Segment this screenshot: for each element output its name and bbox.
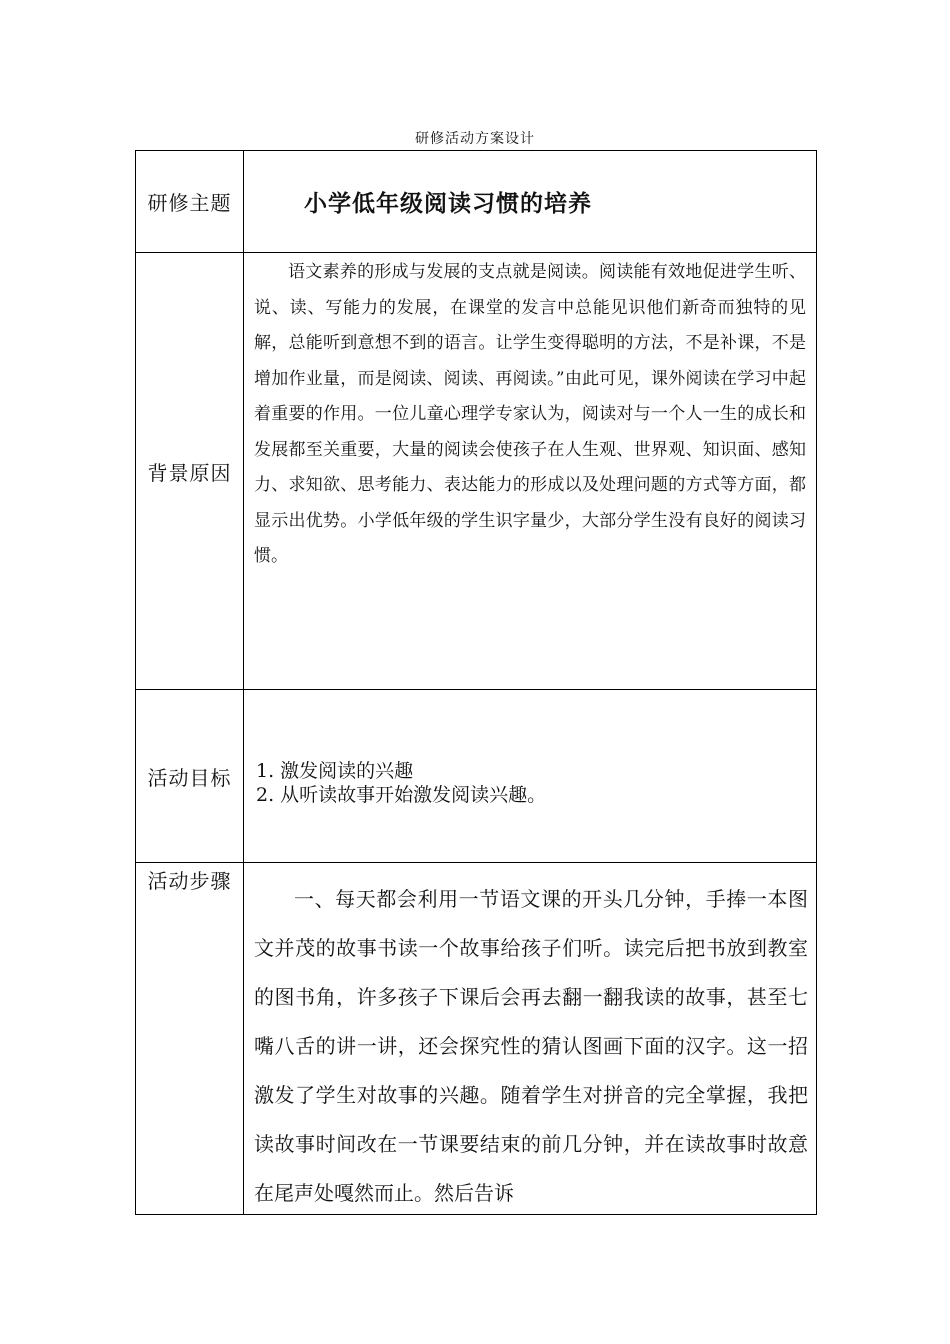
background-cell (244, 253, 817, 690)
steps-label: 活动步骤 (136, 863, 244, 1215)
topic-label: 研修主题 (136, 151, 244, 253)
steps-cell (244, 863, 817, 1215)
goal-item: 2. 从听读故事开始激发阅读兴趣。 (256, 784, 547, 806)
topic-value: 小学低年级阅读习惯的培养 (304, 191, 592, 217)
background-text-sans: 小学低年级的学生识字量少，大部分学生没有良好的阅读习惯。 (254, 510, 807, 566)
goals-list (244, 745, 816, 807)
background-text (244, 253, 816, 575)
goal-item: 1. 激发阅读的兴趣 (256, 760, 414, 782)
plan-table (135, 150, 817, 1215)
goals-row (136, 690, 817, 863)
goals-label: 活动目标 (136, 690, 244, 863)
background-text-serif: 语文素养的形成与发展的支点就是阅读。阅读能有效地促进学生听、说、读、写能力的发展，在课堂的发言中总能见识他们新奇而独特的见解，总能听到意想不到的语言。让学生变得聪明的方法，不是补课，不是增加作业量，而是阅读、阅读、再阅读。”由此可见，课外阅读在学习中起着重要的作用。一位儿童心理学专家认为，阅读对与一个人一生的成长和发展都至关重要，大量的阅读会使孩子在人生观、世界观、知识面、感知力、求知欲、思考能力、表达能力的形成以及处理问题的方式等方面，都显示出优势。 (254, 262, 806, 531)
goals-cell (244, 690, 817, 863)
steps-row (136, 863, 817, 1215)
background-row (136, 253, 817, 690)
background-label: 背景原因 (136, 253, 244, 690)
steps-text: 一、每天都会利用一节语文课的开头几分钟，手捧一本图文并茂的故事书读一个故事给孩子们听。读完后把书放到教室的图书角，许多孩子下课后会再去翻一翻我读的故事，甚至七嘴八舌的讲一讲，还会探究性的猜认图画下面的汉字。这一招激发了学生对故事的兴趣。随着学生对拼音的完全掌握，我把读故事时间改在一节课要结束的前几分钟，并在读故事时故意在尾声处嘎然而止。然后告诉 (254, 887, 808, 1205)
document-title: 研修活动方案设计 (415, 131, 535, 147)
topic-row (136, 151, 817, 253)
topic-value-cell (244, 151, 817, 253)
